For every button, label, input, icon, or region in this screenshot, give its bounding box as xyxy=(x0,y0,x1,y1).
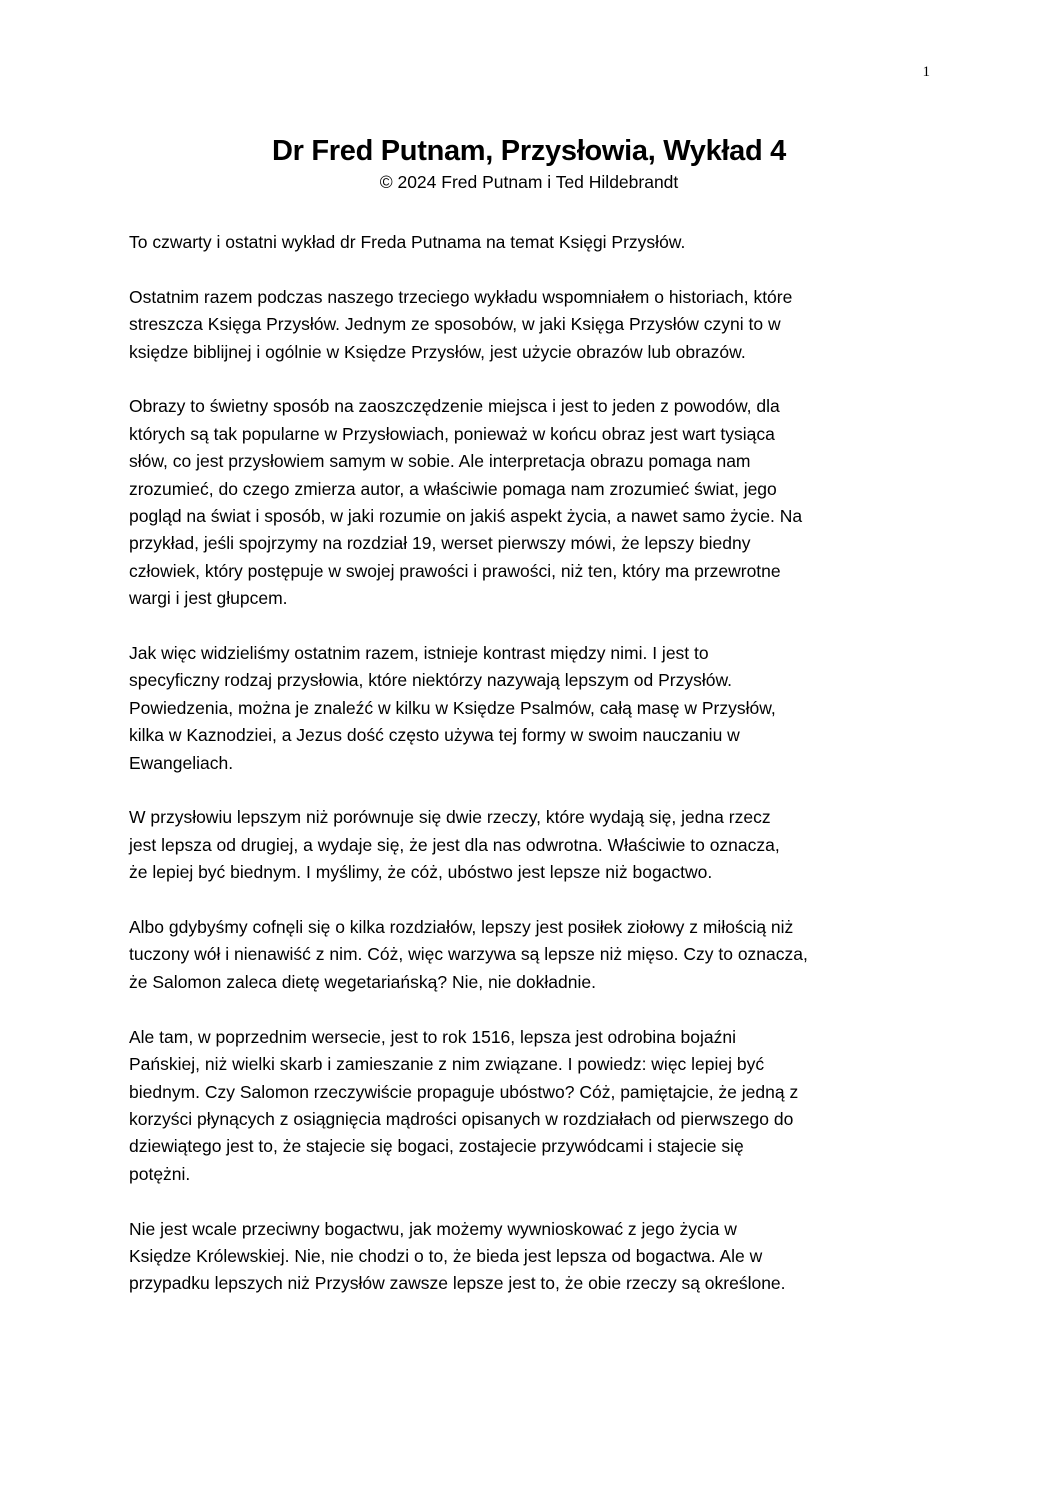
document-title: Dr Fred Putnam, Przysłowia, Wykład 4 xyxy=(271,135,787,167)
text-line: pogląd na świat i sposób, w jaki rozumie on jakiś aspekt życia, a nawet samo życie. Na xyxy=(129,506,803,527)
text-line: przypadku lepszych niż Przysłów zawsze lepsze jest to, że obie rzeczy są określone. xyxy=(129,1273,786,1294)
paragraph xyxy=(129,914,941,996)
text-line: wargi i jest głupcem. xyxy=(129,588,288,609)
text-line: Jak więc widzieliśmy ostatnim razem, istnieje kontrast między nimi. I jest to xyxy=(129,643,709,664)
text-line: specyficzny rodzaj przysłowia, które niektórzy nazywają lepszym od Przysłów. xyxy=(129,670,732,691)
paragraph xyxy=(129,229,941,256)
text-line: że Salomon zaleca dietę wegetariańską? Nie, nie dokładnie. xyxy=(129,971,596,992)
page-number: 1 xyxy=(922,64,930,80)
text-line: Nie jest wcale przeciwny bogactwu, jak możemy wywnioskować z jego życia w xyxy=(129,1218,737,1239)
text-line: zrozumieć, do czego zmierza autor, a właściwie pomaga nam zrozumieć świat, jego xyxy=(129,478,777,499)
text-line: przykład, jeśli spojrzymy na rozdział 19, werset pierwszy mówi, że lepszy biedny xyxy=(129,533,751,554)
text-line: księdze biblijnej i ogólnie w Księdze Przysłów, jest użycie obrazów lub obrazów. xyxy=(129,341,746,362)
text-line: streszcza Księga Przysłów. Jednym ze sposobów, w jaki Księga Przysłów czyni to w xyxy=(129,314,781,335)
paragraph xyxy=(129,393,941,612)
text-line: Ale tam, w poprzednim wersecie, jest to rok 1516, lepsza jest odrobina bojaźni xyxy=(129,1026,736,1047)
text-line: że lepiej być biednym. I myślimy, że cóż, ubóstwo jest lepsze niż bogactwo. xyxy=(129,862,713,883)
text-line: dziewiątego jest to, że stajecie się bogaci, zostajecie przywódcami i stajecie się xyxy=(129,1136,744,1157)
text-line: potężni. xyxy=(129,1163,191,1184)
text-line: Ewangeliach. xyxy=(129,752,234,773)
paragraph xyxy=(129,1216,941,1298)
document-header xyxy=(0,134,1058,194)
text-line: korzyści płynących z osiągnięcia mądrości opisanych w rozdziałach od pierwszego do xyxy=(129,1108,794,1129)
text-line: kilka w Kaznodziei, a Jezus dość często używa tej formy w swoim nauczaniu w xyxy=(129,725,740,746)
document-body xyxy=(129,229,941,1325)
text-line: Powiedzenia, można je znaleźć w kilku w Księdze Psalmów, całą masę w Przysłów, xyxy=(129,697,776,718)
text-line: tuczony wół i nienawiść z nim. Cóż, więc warzywa są lepsze niż mięso. Czy to oznacza, xyxy=(129,944,808,965)
paragraph xyxy=(129,1024,941,1188)
text-line: jest lepsza od drugiej, a wydaje się, że jest dla nas odwrotna. Właściwie to oznacza, xyxy=(129,834,780,855)
text-line: To czwarty i ostatni wykład dr Freda Putnama na temat Księgi Przysłów. xyxy=(129,232,686,252)
paragraph xyxy=(129,804,941,886)
copyright-line: © 2024 Fred Putnam i Ted Hildebrandt xyxy=(379,172,679,192)
text-line: człowiek, który postępuje w swojej prawości i prawości, niż ten, który ma przewrotne xyxy=(129,560,781,581)
text-line: których są tak popularne w Przysłowiach, ponieważ w końcu obraz jest wart tysiąca xyxy=(129,423,775,444)
text-line: Pańskiej, niż wielki skarb i zamieszanie z nim związane. I powiedz: więc lepiej być xyxy=(129,1054,765,1075)
text-line: W przysłowiu lepszym niż porównuje się dwie rzeczy, które wydają się, jedna rzecz xyxy=(129,807,771,828)
text-line: Albo gdybyśmy cofnęli się o kilka rozdziałów, lepszy jest posiłek ziołowy z miłością niż xyxy=(129,917,794,938)
text-line: Obrazy to świetny sposób na zaoszczędzenie miejsca i jest to jeden z powodów, dla xyxy=(129,396,780,417)
paragraph xyxy=(129,284,941,366)
paragraph xyxy=(129,640,941,777)
text-line: biednym. Czy Salomon rzeczywiście propaguje ubóstwo? Cóż, pamiętajcie, że jedną z xyxy=(129,1081,799,1102)
text-line: słów, co jest przysłowiem samym w sobie. Ale interpretacja obrazu pomaga nam xyxy=(129,451,751,472)
text-line: Ostatnim razem podczas naszego trzeciego wykładu wspomniałem o historiach, które xyxy=(129,286,793,307)
text-line: Księdze Królewskiej. Nie, nie chodzi o to, że bieda jest lepsza od bogactwa. Ale w xyxy=(129,1245,763,1266)
